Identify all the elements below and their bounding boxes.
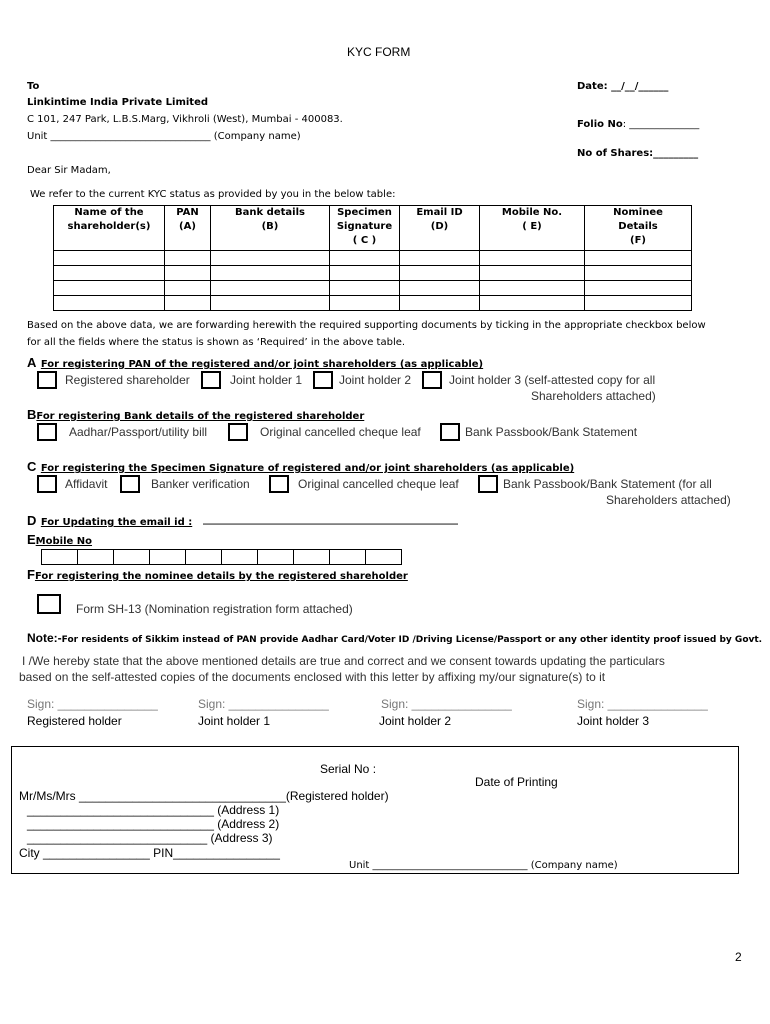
mobile-digit-box[interactable] [150,550,186,565]
option-aadhar-passport: Aadhar/Passport/utility bill [69,425,208,439]
mobile-digit-box[interactable] [330,550,366,565]
option-joint-holder-3: Joint holder 3 (self-attested copy for all [449,373,656,387]
sign-registered-holder[interactable]: Sign: _______________ [27,697,158,711]
form-title: KYC FORM [347,45,411,59]
bottom-unit-line: Unit _______________________________ (Company name) [349,860,618,871]
checkbox-cancelled-cheque-b[interactable] [228,423,248,441]
section-b-heading: BFor registering Bank details of the registered shareholder [27,407,365,422]
table-row[interactable] [54,266,692,281]
checkbox-banker-verification[interactable] [120,475,140,493]
checkbox-bank-passbook-c[interactable] [478,475,498,493]
declaration-line-2: based on the self-attested copies of the documents enclosed with this letter by affixing my/our signature(s) to it [19,670,606,684]
name-line: Mr/Ms/Mrs _______________________________(Registered holder) [19,789,389,803]
checkbox-joint-holder-3[interactable] [422,371,442,389]
checkbox-aadhar-passport[interactable] [37,423,57,441]
intro-text: We refer to the current KYC status as provided by you in the below table: [30,189,396,200]
mobile-number-boxes[interactable] [41,549,402,565]
label-joint-holder-1: Joint holder 1 [198,714,271,728]
label-joint-holder-3: Joint holder 3 [577,714,650,728]
header-pan: PAN (A) [165,206,211,251]
checkbox-registered-shareholder[interactable] [37,371,57,389]
instructions-line-1: Based on the above data, we are forwarding herewith the required supporting documents by ticking in the appropriate checkbox below [27,320,706,331]
shares-field: No of Shares:_________ [577,148,699,159]
salutation: Dear Sir Madam, [27,165,111,176]
address-line-3: ___________________________ (Address 3) [27,831,273,845]
header-name: Name of the shareholder(s) [54,206,165,251]
option-bank-passbook-b: Bank Passbook/Bank Statement [465,425,638,439]
note [27,629,762,647]
checkbox-affidavit[interactable] [37,475,57,493]
checkbox-bank-passbook-b[interactable] [440,423,460,441]
mobile-digit-box[interactable] [294,550,330,565]
option-joint-holder-2: Joint holder 2 [339,373,412,387]
header-bank: Bank details (B) [211,206,330,251]
note-text: For residents of Sikkim instead of PAN provide Aadhar Card/Voter ID /Driving License/Passport or any other identity proof issued by Govt. [61,635,763,645]
header-nominee: Nominee Details (F) [585,206,692,251]
mobile-digit-box[interactable] [42,550,78,565]
page-number: 2 [735,950,742,964]
address-line-2: ____________________________ (Address 2) [27,817,280,831]
sign-joint-holder-1[interactable]: Sign: _______________ [198,697,329,711]
folio-blank: : ______________ [622,119,700,130]
option-banker-verification: Banker verification [151,477,250,491]
table-row[interactable] [54,296,692,311]
mobile-digit-box[interactable] [114,550,150,565]
address-line-1: ____________________________ (Address 1) [27,803,280,817]
option-bank-passbook-c: Bank Passbook/Bank Statement (for all [503,477,712,491]
option-registered-shareholder: Registered shareholder [65,373,190,387]
section-c-heading: C For registering the Specimen Signature of registered and/or joint shareholders (as applicable) [27,459,575,474]
note-label: Note:- [27,631,62,645]
declaration-line-1: I /We hereby state that the above mentioned details are true and correct and we consent towards updating the particulars [22,654,665,668]
section-d-heading: D For Updating the email id : [27,513,193,528]
instructions-line-2: for all the fields where the status is shown as ‘Required’ in the above table. [27,337,406,348]
company-address: C 101, 247 Park, L.B.S.Marg, Vikhroli (West), Mumbai - 400083. [27,114,343,125]
option-a-continuation: Shareholders attached) [531,389,656,403]
label-registered-holder: Registered holder [27,714,122,728]
option-cancelled-cheque-c: Original cancelled cheque leaf [298,477,459,491]
to-label: To [27,81,40,92]
mobile-digit-box[interactable] [222,550,258,565]
city-pin-line: City ________________ PIN________________ [19,846,280,860]
label-joint-holder-2: Joint holder 2 [379,714,452,728]
table-row[interactable] [54,251,692,266]
kyc-status-table [53,205,692,311]
section-e-heading: EMobile No [27,532,93,547]
mobile-digit-box[interactable] [366,550,402,565]
table-header-row [54,206,692,251]
checkbox-cancelled-cheque-c[interactable] [269,475,289,493]
mobile-digit-box[interactable] [186,550,222,565]
header-email: Email ID (D) [400,206,480,251]
section-a-heading: A For registering PAN of the registered and/or joint shareholders (as applicable) [27,355,484,370]
table-row[interactable] [54,281,692,296]
section-f-heading: FFor registering the nominee details by the registered shareholder [27,567,408,582]
option-joint-holder-1: Joint holder 1 [230,373,303,387]
folio-label: Folio No [577,119,623,130]
company-name: Linkintime India Private Limited [27,97,209,108]
checkbox-joint-holder-1[interactable] [201,371,221,389]
option-form-sh13: Form SH-13 (Nomination registration form attached) [76,602,353,616]
option-affidavit: Affidavit [65,477,108,491]
option-cancelled-cheque-b: Original cancelled cheque leaf [260,425,421,439]
sign-joint-holder-3[interactable]: Sign: _______________ [577,697,708,711]
checkbox-form-sh13[interactable] [37,594,61,614]
date-field: Date: __/__/______ [577,81,669,92]
serial-no: Serial No : [320,762,377,776]
mobile-digit-box[interactable] [78,550,114,565]
mobile-digit-box[interactable] [258,550,294,565]
sign-joint-holder-2[interactable]: Sign: _______________ [381,697,512,711]
header-signature: Specimen Signature ( C ) [330,206,400,251]
date-of-printing: Date of Printing [475,775,558,789]
checkbox-joint-holder-2[interactable] [313,371,333,389]
email-field[interactable]: ___________________________________________________ [203,514,458,525]
option-c-continuation: Shareholders attached) [606,493,731,507]
folio-field [577,114,699,132]
header-mobile: Mobile No. ( E) [480,206,585,251]
unit-line: Unit ________________________________ (Company name) [27,131,301,142]
